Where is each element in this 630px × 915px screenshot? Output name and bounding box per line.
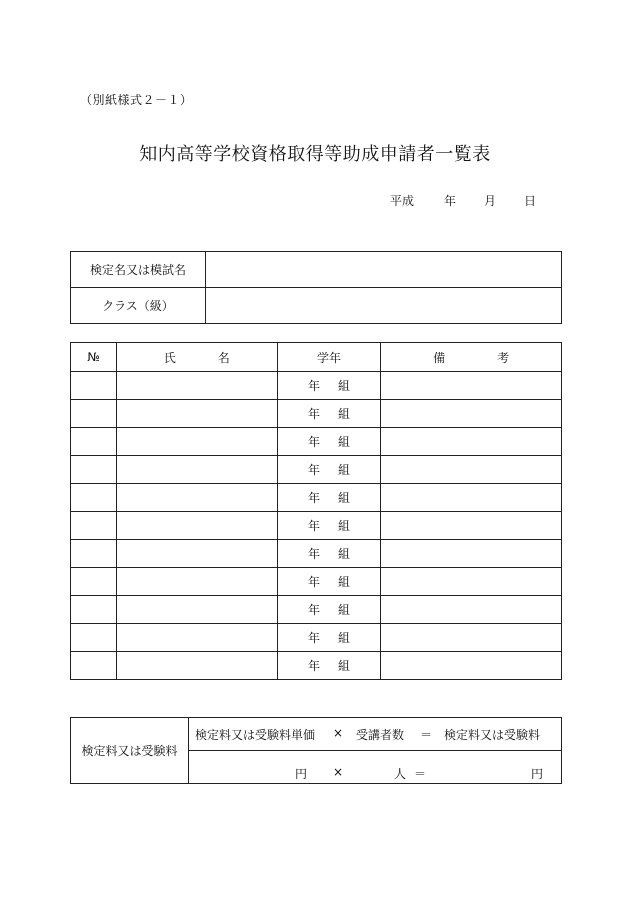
row-no-cell[interactable] — [71, 372, 117, 400]
table-row — [71, 400, 562, 428]
grade-class-unit: 組 — [337, 547, 350, 561]
equals-sign: ＝ — [420, 728, 433, 742]
grade-year-unit: 年 — [307, 463, 320, 477]
row-no-cell[interactable] — [71, 484, 117, 512]
fee-table — [70, 717, 562, 784]
row-grade-cell[interactable] — [277, 484, 381, 512]
roster-body — [71, 372, 562, 680]
date-month: 月 — [484, 194, 497, 208]
grade-class-unit: 組 — [337, 631, 350, 645]
grade-year-unit: 年 — [307, 379, 320, 393]
equals-sign-2: ＝ — [414, 767, 427, 781]
header-remarks-b: 考 — [497, 350, 510, 365]
row-remarks-cell[interactable] — [381, 400, 562, 428]
grade-year-unit: 年 — [307, 435, 320, 449]
row-grade-cell[interactable] — [277, 568, 381, 596]
times-sign-2: × — [333, 765, 344, 779]
times-sign: × — [333, 726, 344, 740]
grade-year-unit: 年 — [307, 603, 320, 617]
row-name-cell[interactable] — [116, 652, 277, 680]
form-code: （別紙様式２－１） — [80, 93, 193, 107]
total-fee-label: 検定料又は受験料 — [444, 728, 541, 742]
header-remarks-a: 備 — [433, 350, 446, 365]
class-row — [71, 288, 562, 324]
grade-class-unit: 組 — [337, 407, 350, 421]
grade-class-unit: 組 — [337, 519, 350, 533]
row-grade-cell[interactable] — [277, 456, 381, 484]
page-title: 知内高等学校資格取得等助成申請者一覧表 — [139, 144, 491, 165]
table-row — [71, 456, 562, 484]
class-field[interactable] — [206, 288, 562, 324]
fee-formula-row — [71, 718, 562, 751]
row-name-cell[interactable] — [116, 456, 277, 484]
table-row — [71, 512, 562, 540]
table-row — [71, 596, 562, 624]
row-grade-cell[interactable] — [277, 540, 381, 568]
row-name-cell[interactable] — [116, 428, 277, 456]
grade-year-unit: 年 — [307, 631, 320, 645]
grade-year-unit: 年 — [307, 659, 320, 673]
grade-class-unit: 組 — [337, 435, 350, 449]
row-grade-cell[interactable] — [277, 624, 381, 652]
row-no-cell[interactable] — [71, 596, 117, 624]
exam-row — [71, 252, 562, 288]
row-name-cell[interactable] — [116, 540, 277, 568]
row-remarks-cell[interactable] — [381, 540, 562, 568]
row-grade-cell[interactable] — [277, 596, 381, 624]
table-row — [71, 428, 562, 456]
row-name-cell[interactable] — [116, 512, 277, 540]
row-remarks-cell[interactable] — [381, 484, 562, 512]
exam-info-table — [70, 251, 562, 324]
row-grade-cell[interactable] — [277, 512, 381, 540]
grade-class-unit: 組 — [337, 575, 350, 589]
table-row — [71, 652, 562, 680]
row-remarks-cell[interactable] — [381, 568, 562, 596]
row-remarks-cell[interactable] — [381, 624, 562, 652]
fee-label: 検定料又は受験料 — [71, 718, 189, 784]
header-grade: 学年 — [277, 343, 381, 372]
table-row — [71, 624, 562, 652]
row-name-cell[interactable] — [116, 568, 277, 596]
header-no: № — [71, 343, 117, 372]
date-era: 平成 — [390, 194, 415, 208]
class-label: クラス（級） — [71, 288, 206, 324]
grade-class-unit: 組 — [337, 659, 350, 673]
roster-header-row — [71, 343, 562, 372]
table-row — [71, 540, 562, 568]
row-grade-cell[interactable] — [277, 372, 381, 400]
grade-class-unit: 組 — [337, 463, 350, 477]
grade-year-unit: 年 — [307, 547, 320, 561]
table-row — [71, 568, 562, 596]
row-name-cell[interactable] — [116, 372, 277, 400]
row-grade-cell[interactable] — [277, 428, 381, 456]
header-remarks — [381, 343, 562, 372]
exam-name-field[interactable] — [206, 252, 562, 288]
row-remarks-cell[interactable] — [381, 596, 562, 624]
header-name — [116, 343, 277, 372]
row-remarks-cell[interactable] — [381, 512, 562, 540]
row-no-cell[interactable] — [71, 428, 117, 456]
date-year: 年 — [444, 194, 457, 208]
table-row — [71, 372, 562, 400]
total-yen: 円 — [531, 767, 544, 781]
row-no-cell[interactable] — [71, 568, 117, 596]
fee-formula-values[interactable] — [189, 751, 562, 784]
participant-count-label: 受講者数 — [356, 728, 405, 742]
row-remarks-cell[interactable] — [381, 428, 562, 456]
row-no-cell[interactable] — [71, 400, 117, 428]
row-name-cell[interactable] — [116, 400, 277, 428]
grade-year-unit: 年 — [307, 407, 320, 421]
applicant-roster-table — [70, 342, 562, 680]
grade-year-unit: 年 — [307, 491, 320, 505]
row-no-cell[interactable] — [71, 512, 117, 540]
row-remarks-cell[interactable] — [381, 372, 562, 400]
row-remarks-cell[interactable] — [381, 456, 562, 484]
grade-class-unit: 組 — [337, 603, 350, 617]
grade-class-unit: 組 — [337, 491, 350, 505]
row-grade-cell[interactable] — [277, 400, 381, 428]
row-remarks-cell[interactable] — [381, 652, 562, 680]
unit-price-yen: 円 — [295, 767, 308, 781]
table-row — [71, 484, 562, 512]
grade-year-unit: 年 — [307, 519, 320, 533]
row-no-cell[interactable] — [71, 540, 117, 568]
grade-year-unit: 年 — [307, 575, 320, 589]
unit-price-label: 検定料又は受験料単価 — [195, 728, 316, 742]
row-grade-cell[interactable] — [277, 652, 381, 680]
date-day: 日 — [524, 194, 537, 208]
row-name-cell[interactable] — [116, 624, 277, 652]
row-no-cell[interactable] — [71, 652, 117, 680]
exam-name-label: 検定名又は模試名 — [71, 252, 206, 288]
header-name-a: 氏 — [163, 350, 176, 365]
fee-formula-header — [189, 718, 562, 751]
grade-class-unit: 組 — [337, 379, 350, 393]
count-person: 人 — [394, 767, 407, 781]
row-no-cell[interactable] — [71, 624, 117, 652]
row-name-cell[interactable] — [116, 596, 277, 624]
row-name-cell[interactable] — [116, 484, 277, 512]
header-name-b: 名 — [217, 350, 230, 365]
row-no-cell[interactable] — [71, 456, 117, 484]
